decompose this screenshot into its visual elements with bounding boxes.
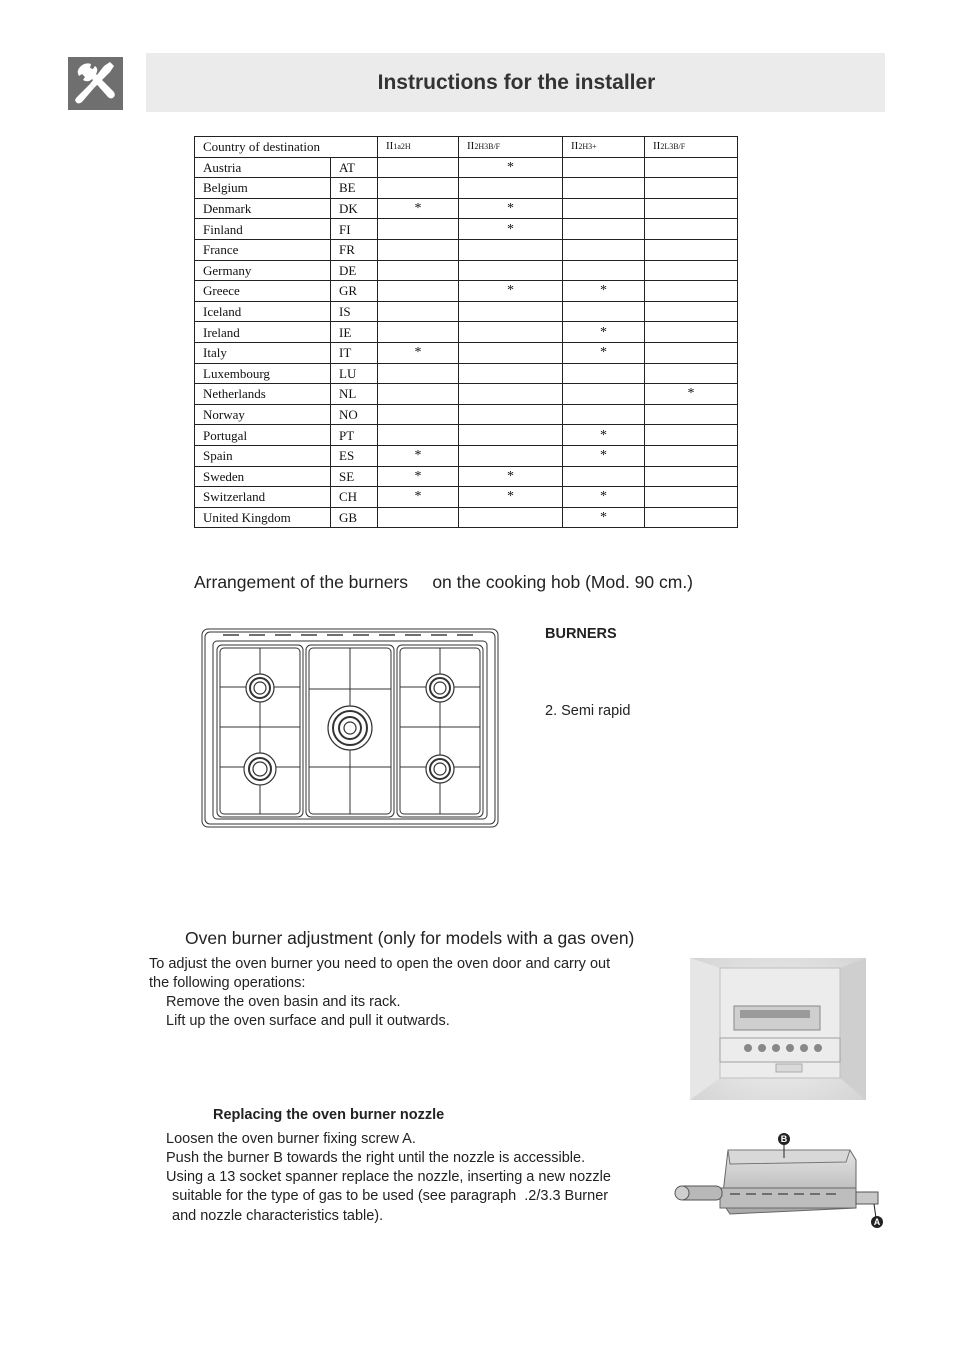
code-cell: IT xyxy=(331,342,378,363)
code-cell: FR xyxy=(331,239,378,260)
country-cell: Sweden xyxy=(195,466,331,487)
table-row xyxy=(195,301,738,322)
header-cat-3: II2H3+ xyxy=(563,137,645,158)
mark-cell xyxy=(563,219,645,240)
table-row xyxy=(195,404,738,425)
table-row xyxy=(195,466,738,487)
mark-cell xyxy=(645,239,738,260)
tools-icon xyxy=(68,57,123,110)
mark-cell xyxy=(459,239,563,260)
mark-cell xyxy=(645,425,738,446)
label-a: A xyxy=(873,1217,881,1227)
mark-cell xyxy=(378,301,459,322)
mark-cell xyxy=(378,322,459,343)
code-cell: IS xyxy=(331,301,378,322)
table-row xyxy=(195,239,738,260)
oven-burner-photo xyxy=(670,1130,890,1239)
mark-cell xyxy=(459,301,563,322)
table-row xyxy=(195,157,738,178)
mark-cell xyxy=(459,363,563,384)
mark-cell xyxy=(459,425,563,446)
mark-cell xyxy=(378,157,459,178)
mark-cell xyxy=(459,445,563,466)
code-cell: CH xyxy=(331,487,378,508)
mark-cell xyxy=(645,404,738,425)
nozzle-step-1: Loosen the oven burner fixing screw A. xyxy=(166,1131,416,1147)
mark-cell xyxy=(645,322,738,343)
table-header-row xyxy=(195,137,738,158)
code-cell: AT xyxy=(331,157,378,178)
mark-cell: * xyxy=(459,157,563,178)
mark-cell: * xyxy=(378,198,459,219)
mark-cell: * xyxy=(563,487,645,508)
table-row xyxy=(195,384,738,405)
arrangement-title: Arrangement of the burners on the cooking hob (Mod. 90 cm.) xyxy=(194,572,694,592)
mark-cell xyxy=(645,219,738,240)
mark-cell xyxy=(563,404,645,425)
table-row xyxy=(195,342,738,363)
country-cell: Portugal xyxy=(195,425,331,446)
table-row xyxy=(195,281,738,302)
code-cell: GB xyxy=(331,507,378,528)
header-cat-2: II2H3B/F xyxy=(459,137,563,158)
mark-cell: * xyxy=(563,425,645,446)
table-row xyxy=(195,178,738,199)
label-b: B xyxy=(780,1134,788,1144)
oven-step-1: Remove the oven basin and its rack. xyxy=(166,994,401,1010)
mark-cell xyxy=(563,157,645,178)
mark-cell xyxy=(459,384,563,405)
mark-cell xyxy=(459,507,563,528)
mark-cell xyxy=(645,507,738,528)
mark-cell xyxy=(459,342,563,363)
mark-cell: * xyxy=(563,322,645,343)
mark-cell xyxy=(563,239,645,260)
mark-cell xyxy=(378,507,459,528)
mark-cell xyxy=(378,260,459,281)
mark-cell: * xyxy=(645,384,738,405)
nozzle-step-3: Using a 13 socket spanner replace the nozzle, inserting a new nozzle xyxy=(166,1169,611,1185)
country-cell: Luxembourg xyxy=(195,363,331,384)
mark-cell xyxy=(645,301,738,322)
page-title: Instructions for the installer xyxy=(377,70,656,94)
mark-cell xyxy=(563,384,645,405)
mark-cell xyxy=(645,342,738,363)
mark-cell xyxy=(378,178,459,199)
oven-intro-line-2: the following operations: xyxy=(149,975,306,991)
header-cat-1: II1a2H xyxy=(378,137,459,158)
mark-cell xyxy=(645,445,738,466)
code-cell: NL xyxy=(331,384,378,405)
table-row xyxy=(195,219,738,240)
table-row xyxy=(195,198,738,219)
mark-cell: * xyxy=(459,466,563,487)
mark-cell: * xyxy=(459,281,563,302)
mark-cell xyxy=(459,260,563,281)
code-cell: FI xyxy=(331,219,378,240)
nozzle-step-3-end: and nozzle characteristics table). xyxy=(172,1208,384,1224)
mark-cell xyxy=(645,281,738,302)
country-cell: Spain xyxy=(195,445,331,466)
table-row xyxy=(195,445,738,466)
mark-cell: * xyxy=(378,342,459,363)
code-cell: DE xyxy=(331,260,378,281)
mark-cell xyxy=(378,219,459,240)
mark-cell xyxy=(459,178,563,199)
mark-cell xyxy=(378,425,459,446)
mark-cell xyxy=(459,404,563,425)
oven-section-title: Oven burner adjustment (only for models with a gas oven) xyxy=(185,928,635,948)
table-row xyxy=(195,507,738,528)
mark-cell: * xyxy=(563,507,645,528)
oven-step-2: Lift up the oven surface and pull it outwards. xyxy=(166,1013,450,1029)
mark-cell: * xyxy=(563,342,645,363)
cooking-hob-diagram xyxy=(201,627,501,834)
code-cell: PT xyxy=(331,425,378,446)
code-cell: BE xyxy=(331,178,378,199)
mark-cell xyxy=(645,157,738,178)
country-cell: Austria xyxy=(195,157,331,178)
mark-cell xyxy=(645,178,738,199)
country-cell: Greece xyxy=(195,281,331,302)
mark-cell: * xyxy=(459,219,563,240)
mark-cell xyxy=(378,239,459,260)
mark-cell xyxy=(378,384,459,405)
mark-cell xyxy=(645,487,738,508)
mark-cell: * xyxy=(563,281,645,302)
mark-cell xyxy=(645,198,738,219)
burner-item-semi-rapid: 2. Semi rapid xyxy=(545,703,631,719)
country-gas-category-table xyxy=(194,136,738,528)
nozzle-step-2: Push the burner B towards the right until the nozzle is accessible. xyxy=(166,1150,586,1166)
table-row xyxy=(195,260,738,281)
mark-cell xyxy=(563,301,645,322)
code-cell: ES xyxy=(331,445,378,466)
code-cell: IE xyxy=(331,322,378,343)
header-country: Country of destination xyxy=(195,137,378,158)
code-cell: SE xyxy=(331,466,378,487)
mark-cell xyxy=(645,260,738,281)
country-cell: Iceland xyxy=(195,301,331,322)
mark-cell: * xyxy=(563,445,645,466)
mark-cell: * xyxy=(378,466,459,487)
country-cell: Finland xyxy=(195,219,331,240)
mark-cell xyxy=(645,363,738,384)
header-cat-4: II2L3B/F xyxy=(645,137,738,158)
oven-intro-line-1: To adjust the oven burner you need to open the oven door and carry out xyxy=(149,956,611,972)
header-bar xyxy=(146,53,885,112)
table-row xyxy=(195,425,738,446)
mark-cell: * xyxy=(459,487,563,508)
mark-cell xyxy=(378,363,459,384)
mark-cell xyxy=(645,466,738,487)
country-cell: France xyxy=(195,239,331,260)
country-cell: Italy xyxy=(195,342,331,363)
nozzle-step-3-cont: suitable for the type of gas to be used (see paragraph .2/3.3 Burner xyxy=(172,1188,609,1204)
mark-cell: * xyxy=(378,487,459,508)
table-row xyxy=(195,322,738,343)
mark-cell xyxy=(563,466,645,487)
code-cell: GR xyxy=(331,281,378,302)
code-cell: DK xyxy=(331,198,378,219)
country-cell: Denmark xyxy=(195,198,331,219)
country-cell: Germany xyxy=(195,260,331,281)
country-cell: United Kingdom xyxy=(195,507,331,528)
mark-cell xyxy=(563,260,645,281)
country-cell: Norway xyxy=(195,404,331,425)
oven-interior-photo xyxy=(690,958,866,1105)
code-cell: NO xyxy=(331,404,378,425)
table-row xyxy=(195,487,738,508)
mark-cell xyxy=(563,363,645,384)
country-cell: Netherlands xyxy=(195,384,331,405)
code-cell: LU xyxy=(331,363,378,384)
country-cell: Switzerland xyxy=(195,487,331,508)
nozzle-subheading: Replacing the oven burner nozzle xyxy=(213,1107,445,1123)
mark-cell xyxy=(378,404,459,425)
mark-cell xyxy=(378,281,459,302)
mark-cell xyxy=(563,178,645,199)
mark-cell: * xyxy=(378,445,459,466)
country-cell: Belgium xyxy=(195,178,331,199)
country-cell: Ireland xyxy=(195,322,331,343)
burners-label: BURNERS xyxy=(545,626,617,642)
mark-cell xyxy=(459,322,563,343)
mark-cell xyxy=(563,198,645,219)
mark-cell: * xyxy=(459,198,563,219)
table-row xyxy=(195,363,738,384)
